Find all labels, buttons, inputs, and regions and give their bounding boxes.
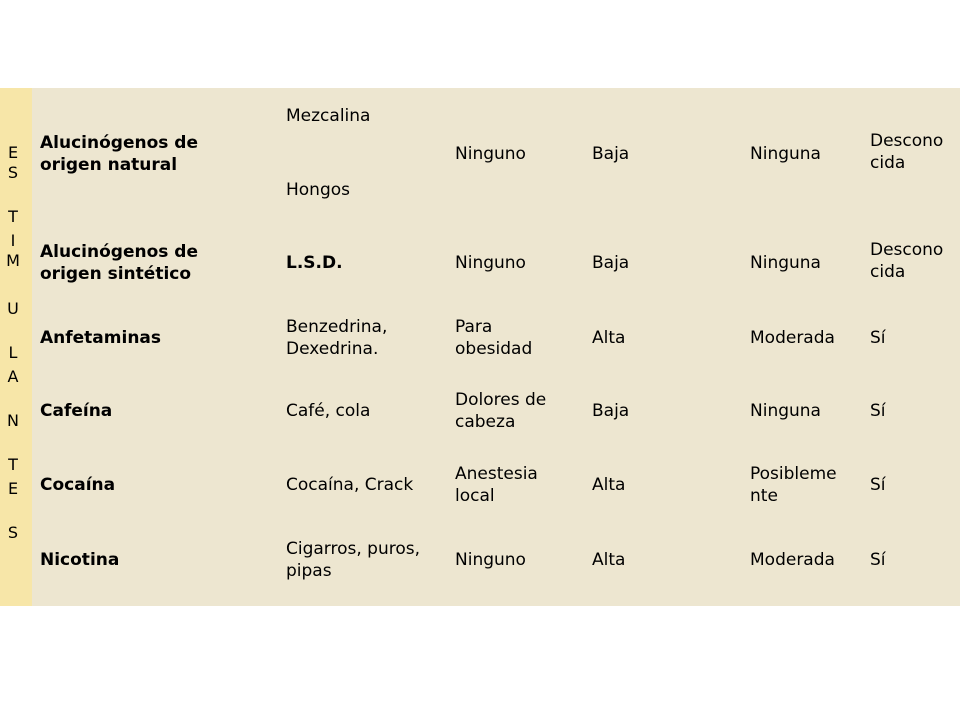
drug-name: Anfetaminas xyxy=(40,328,162,348)
drug-examples: Mezcalina xyxy=(286,106,371,126)
sidebar-letter: M xyxy=(6,251,20,270)
dependence: Baja xyxy=(592,144,630,164)
medical-use: Ninguno xyxy=(455,550,526,570)
sidebar-letter: S xyxy=(7,163,19,182)
drug-table xyxy=(0,88,960,606)
drug-examples: Cocaína, Crack xyxy=(286,475,414,495)
dependence: Baja xyxy=(592,401,630,421)
drug-examples: Cigarros, puros, pipas xyxy=(286,539,421,581)
withdrawal: Descono cida xyxy=(870,240,944,282)
drug-name: Alucinógenos de origen natural xyxy=(40,133,198,175)
medical-use: Dolores de cabeza xyxy=(455,390,547,432)
tolerance: Moderada xyxy=(750,550,835,570)
tolerance: Ninguna xyxy=(750,253,821,273)
sidebar-letter: L xyxy=(8,343,18,362)
drug-examples: L.S.D. xyxy=(286,253,343,273)
sidebar-letter: S xyxy=(7,523,19,542)
drug-name: Alucinógenos de origen sintético xyxy=(40,242,198,284)
drug-name: Nicotina xyxy=(40,550,120,570)
sidebar-letter: E xyxy=(7,479,19,498)
drug-name: Cafeína xyxy=(40,401,113,421)
sidebar-letter: E xyxy=(7,143,19,162)
tolerance: Posibleme nte xyxy=(750,464,837,506)
withdrawal: Sí xyxy=(870,475,886,495)
medical-use: Anestesia local xyxy=(455,464,538,506)
tolerance: Moderada xyxy=(750,328,835,348)
sidebar-letter: T xyxy=(8,207,18,226)
sidebar-letter: N xyxy=(7,411,19,430)
drug-examples: Café, cola xyxy=(286,401,371,421)
withdrawal: Descono cida xyxy=(870,131,944,173)
medical-use: Para obesidad xyxy=(455,317,533,359)
withdrawal: Sí xyxy=(870,401,886,421)
dependence: Alta xyxy=(592,475,626,495)
withdrawal: Sí xyxy=(870,550,886,570)
sidebar-letter: T xyxy=(8,455,18,474)
sidebar-letter: I xyxy=(10,231,16,250)
medical-use: Ninguno xyxy=(455,144,526,164)
dependence: Alta xyxy=(592,550,626,570)
sidebar-letter: A xyxy=(7,367,19,386)
tolerance: Ninguna xyxy=(750,144,821,164)
sidebar-letter: U xyxy=(7,299,19,318)
drug-examples: Hongos xyxy=(286,180,351,200)
drug-examples: Benzedrina, Dexedrina. xyxy=(286,317,388,359)
withdrawal: Sí xyxy=(870,328,886,348)
medical-use: Ninguno xyxy=(455,253,526,273)
dependence: Baja xyxy=(592,253,630,273)
drug-name: Cocaína xyxy=(40,475,116,495)
dependence: Alta xyxy=(592,328,626,348)
stimulants-sidebar xyxy=(0,88,32,606)
tolerance: Ninguna xyxy=(750,401,821,421)
